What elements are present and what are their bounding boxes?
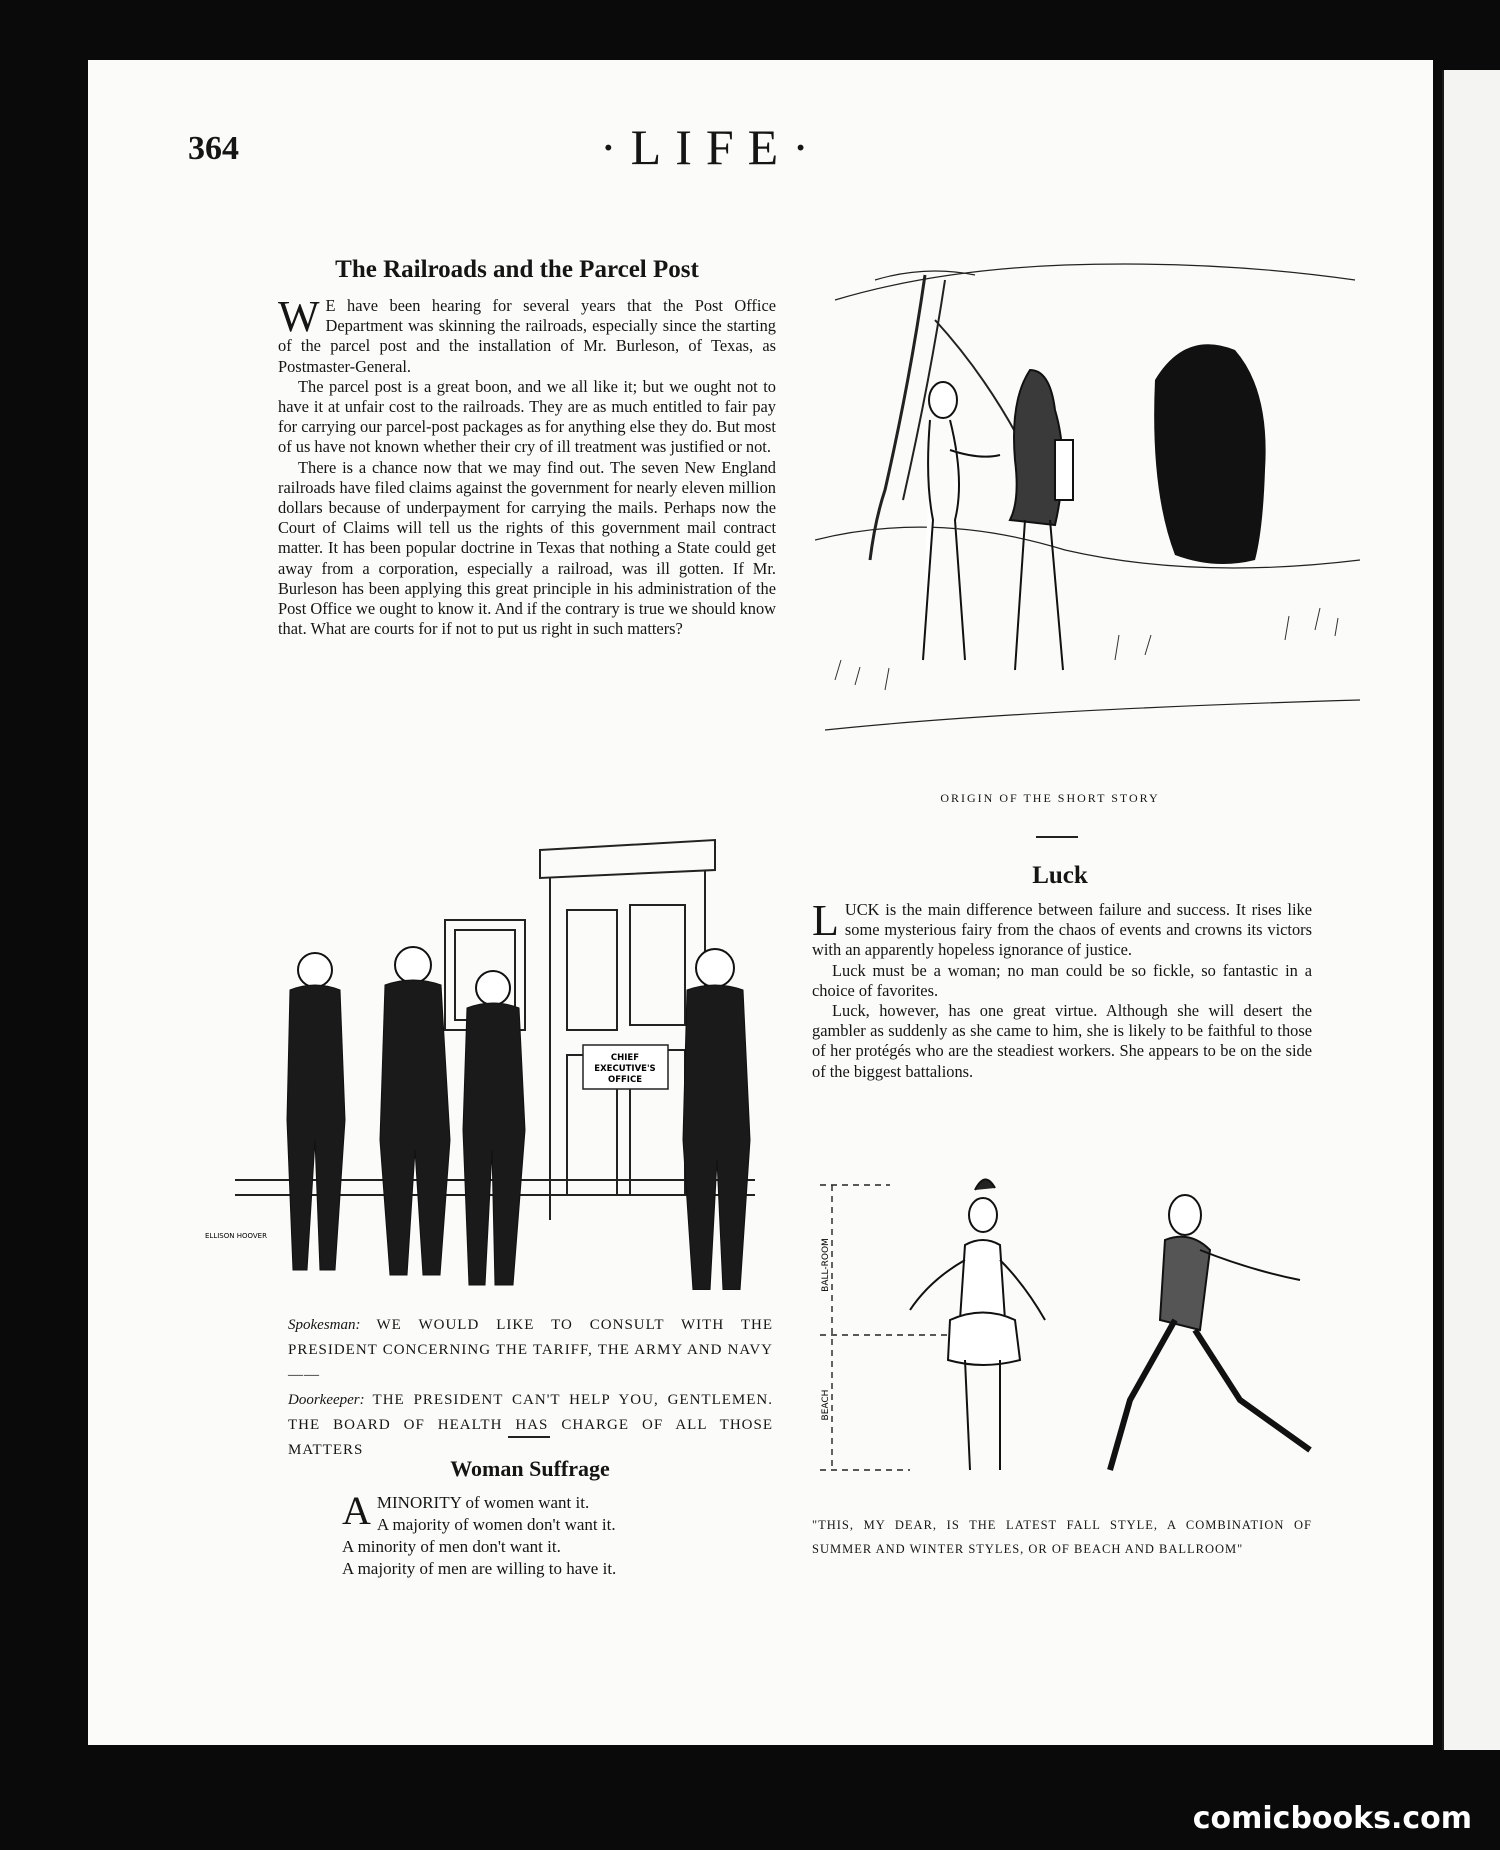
fashion-caption: "THIS, MY DEAR, IS THE LATEST FALL STYLE, A COMBINATION OF SUMMER AND WINTER STYLES, OR OF BEACH AND BALLROOM" [812,1518,1312,1556]
page-number: 364 [188,130,239,167]
luck-dropcap: L [812,896,839,945]
suffrage-rule [508,1436,550,1438]
railroads-paragraph-1: E have been hearing for several years that the Post Office Department was skinning the railroads, especially since the starting of the parcel post and the installation of Mr. Burleson, of Texas, as Postmaster-General. [278,296,776,376]
president-cartoon-caption [288,1313,773,1463]
spokesman-line: WE WOULD LIKE TO CONSULT WITH THE PRESIDENT CONCERNING THE TARIFF, THE ARMY AND NAVY—— [288,1317,773,1383]
luck-rule [1036,836,1078,838]
watermark: comicbooks.com [1192,1801,1472,1836]
short-story-caption: ORIGIN OF THE SHORT STORY [940,791,1160,805]
masthead: ·LIFE· [600,119,823,175]
suffrage-title: Woman Suffrage [450,1456,610,1481]
ballroom-label: BALL-ROOM [821,1238,831,1292]
suffrage-line-4: A majority of men are willing to have it. [342,1559,617,1578]
suffrage-line-2: A majority of women don't want it. [376,1515,616,1534]
door-sign-text: CHIEF EXECUTIVE'S OFFICE [594,1053,656,1085]
fashion-cartoon [800,1170,1360,1510]
suffrage-line-3: A minority of men don't want it. [342,1537,561,1556]
luck-paragraph-3: Luck, however, has one great virtue. Although she will desert the gambler as suddenly as she came to him, she is likely to be faithful to those of her protégés who are the steadiest workers. She appears to be on the side of the biggest battalions. [812,1001,1312,1081]
suffrage-dropcap: A [342,1488,371,1533]
suffrage-line-1: MINORITY of women want it. [376,1493,590,1512]
luck-title: Luck [1032,862,1088,889]
railroads-paragraph-3: There is a chance now that we may find out. The seven New England railroads have filed claims against the government for nearly eleven million dollars because of underpayment for carrying the mails. Perhaps now the Court of Claims will tell us the rights of this government mail contract matter. It has been popular doctrine in Texas that nothing a State could get away from a corporation, especially a railroad, was ill gotten. If Mr. Burleson has been applying this great principle in his administration of the Post Office we ought to know it. And if the contrary is true we should know that. What are courts for if not to put us right in such matters? [278,457,776,639]
luck-article [812,896,1312,1082]
railroads-article [278,292,776,639]
beach-label: BEACH [821,1389,831,1421]
railroads-dropcap: W [278,292,320,341]
luck-paragraph-1: UCK is the main difference between failure and success. It rises like some mysterious fairy from the chaos of events and crowns its victors with an apparently hopeless ignorance of justice. [812,900,1312,960]
president-cartoon [195,820,785,1290]
luck-paragraph-2: Luck must be a woman; no man could be so fickle, so fantastic in a choice of favorites. [812,960,1312,1000]
facing-page-edge [1442,70,1500,1750]
speaker-doorkeeper: Doorkeeper: [288,1392,365,1408]
railroads-paragraph-2: The parcel post is a great boon, and we all like it; but we ought not to have it at unfair cost to the railroads. They are as much entitled to fair pay for carrying our parcel-post packages as for anything else they do. But most of us have not known whether their cry of ill treatment was justified or not. [278,376,776,457]
short-story-illustration [815,260,1360,770]
railroads-title: The Railroads and the Parcel Post [335,256,699,283]
suffrage-poem [342,1488,722,1580]
cartoon-signature: ELLISON HOOVER [205,1232,267,1240]
doorkeeper-line: THE PRESIDENT CAN'T HELP YOU, GENTLEMEN. THE BOARD OF HEALTH HAS CHARGE OF ALL THOSE MATTERS [288,1392,773,1458]
speaker-spokesman: Spokesman: [288,1317,361,1333]
